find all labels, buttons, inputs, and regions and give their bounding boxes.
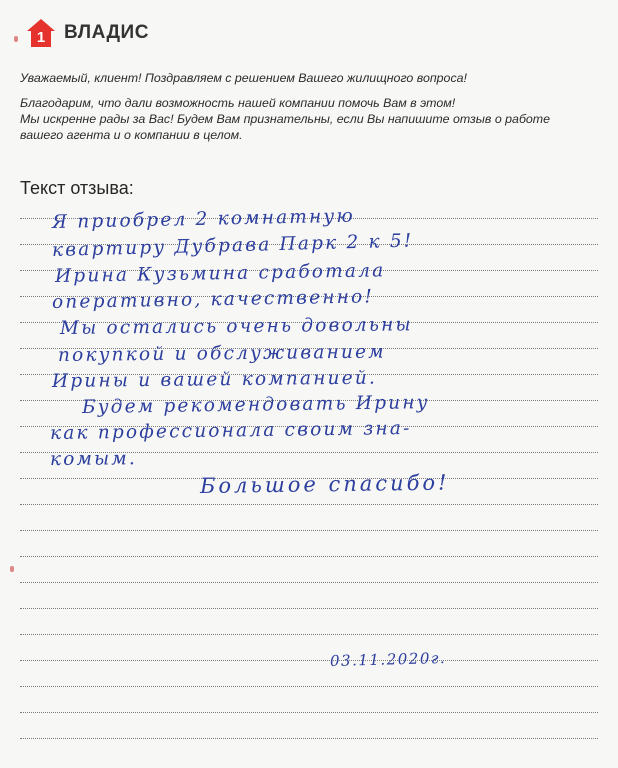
handwritten-line: квартиру Дубрава Парк 2 к 5! — [51, 230, 414, 261]
handwritten-line: Большое спасибо! — [199, 470, 450, 498]
ruled-line — [20, 504, 598, 505]
ruled-line — [20, 530, 598, 531]
ruled-line — [20, 686, 598, 687]
svg-text:1: 1 — [36, 29, 46, 46]
red-ink-speck — [14, 36, 18, 42]
handwritten-line: оперативно, качественно! — [51, 286, 375, 313]
red-ink-speck — [10, 566, 14, 572]
ruled-line — [20, 712, 598, 713]
ruled-line — [20, 634, 598, 635]
handwritten-line: Ирина Кузьмина сработала — [54, 260, 386, 287]
thanks-line: Благодарим, что дали возможность нашей компании помочь Вам в этом! — [20, 96, 456, 110]
handwritten-line: Мы остались очень довольны — [59, 314, 413, 339]
ruled-line — [20, 660, 598, 661]
greeting-text: Уважаемый, клиент! Поздравляем с решением Вашего жилищного вопроса! — [20, 71, 467, 85]
brand-name: ВЛАДИС — [64, 22, 149, 43]
ruled-line — [20, 608, 598, 609]
thanks-line: Мы искренне рады за Вас! Будем Вам признательны, если Вы напишите отзыв о работе — [20, 112, 551, 126]
ruled-line — [20, 582, 598, 583]
ruled-line — [20, 738, 598, 739]
handwritten-line: Ирины и вашей компанией. — [51, 367, 378, 392]
handwritten-date: 03.11.2020г. — [329, 648, 447, 670]
handwritten-line: Я приобрел 2 комнатную — [51, 205, 356, 233]
handwritten-line: Будем рекомендовать Ирину — [81, 392, 430, 418]
handwritten-line: покупкой и обслуживанием — [57, 341, 386, 366]
handwritten-line: как профессионала своим зна- — [49, 417, 412, 444]
ruled-line — [20, 556, 598, 557]
thanks-line: вашего агента и о компании в целом. — [20, 128, 243, 142]
handwritten-line: комым. — [49, 448, 138, 470]
review-heading: Текст отзыва: — [20, 178, 134, 198]
